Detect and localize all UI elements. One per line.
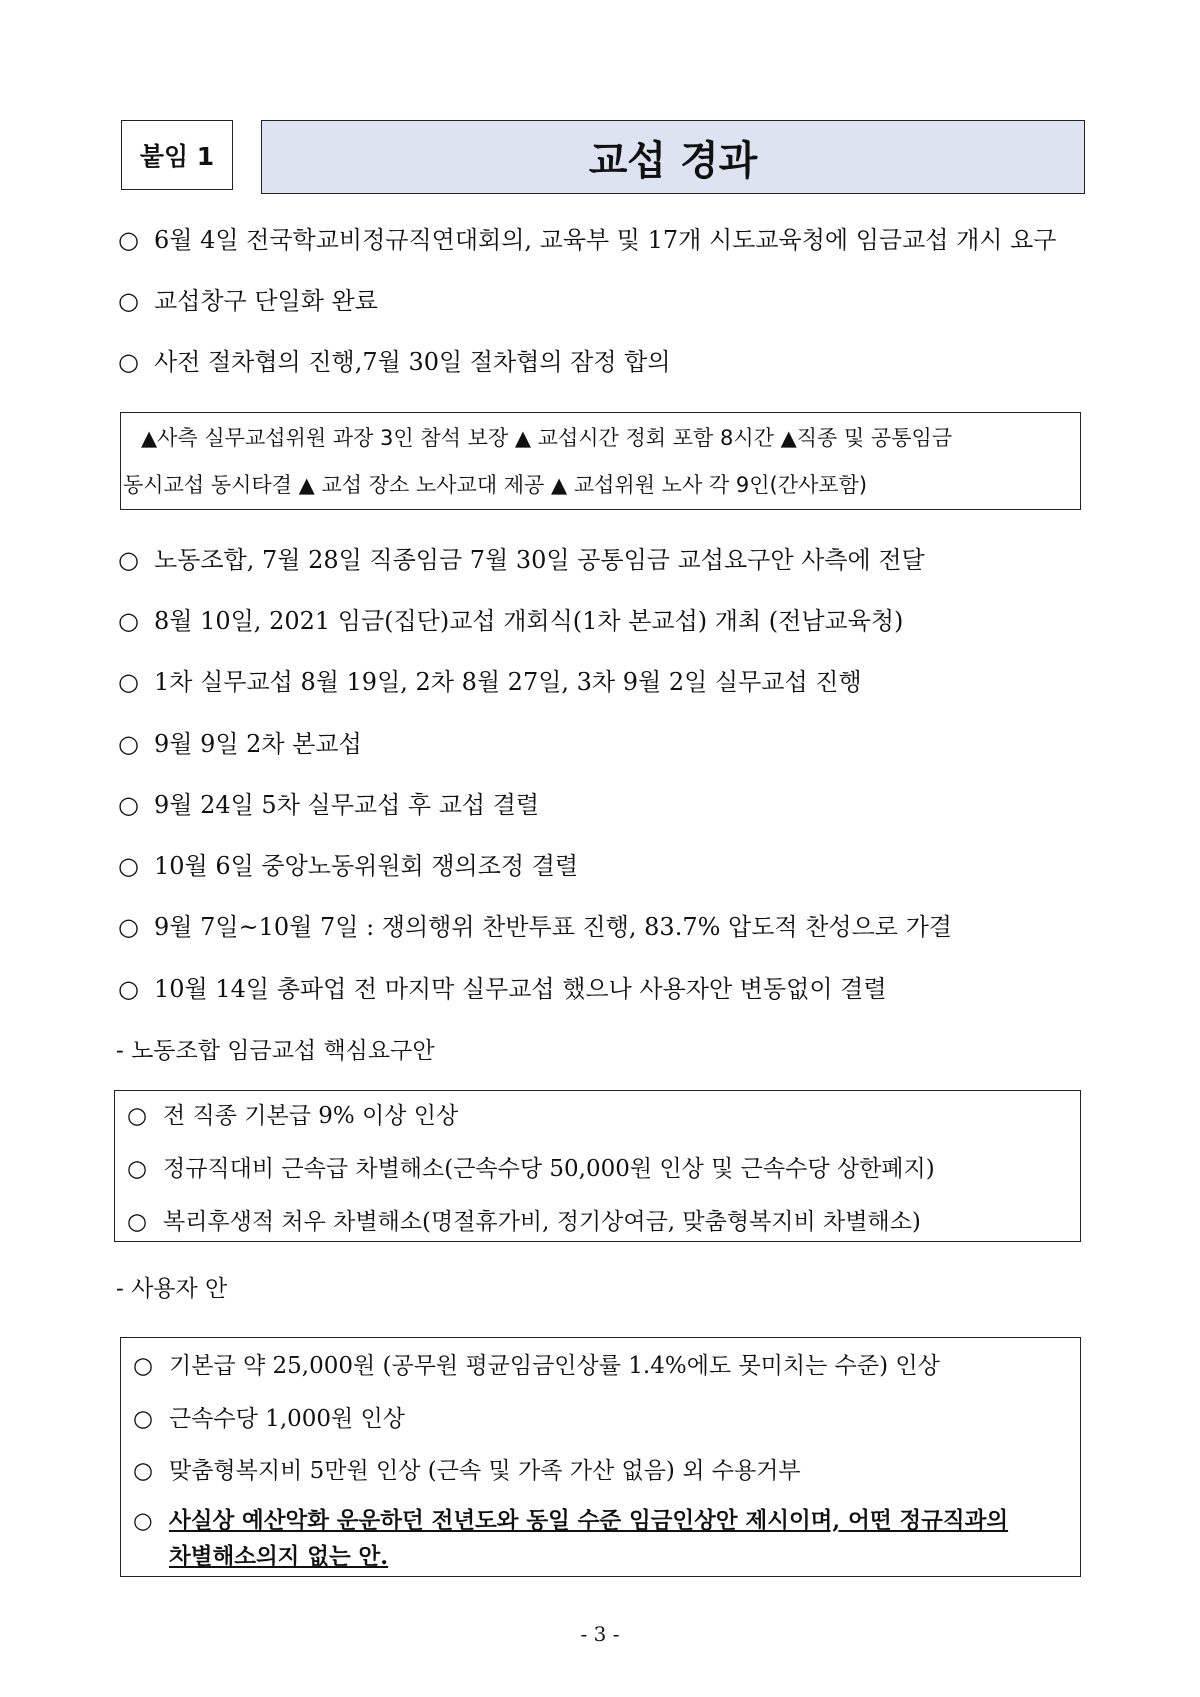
bullet-icon: ○	[133, 1353, 154, 1379]
timeline-item: ○ 8월 10일, 2021 임금(집단)교섭 개회식(1차 본교섭) 개최 (전남교육청)	[118, 607, 904, 635]
bullet-icon: ○	[133, 1508, 153, 1534]
timeline-item: ○ 10월 14일 총파업 전 마지막 실무교섭 했으나 사용자안 변동없이 결렬	[118, 975, 887, 1003]
bullet-icon: ○	[118, 791, 139, 819]
bullet-icon: ○	[127, 1209, 148, 1235]
timeline-item: ○ 10월 6일 중앙노동위원회 쟁의조정 결렬	[118, 852, 579, 880]
bullet-icon: ○	[118, 668, 139, 696]
bullet-icon: ○	[118, 607, 139, 635]
union-demand-item: ○ 전 직종 기본급 9% 이상 인상	[127, 1103, 459, 1129]
page-number: - 3 -	[580, 1622, 620, 1646]
timeline-item: ○ 9월 24일 5차 실무교섭 후 교섭 결렬	[118, 791, 540, 819]
employer-proposal-item: ○ 맞춤형복지비 5만원 인상 (근속 및 가족 가산 없음) 외 수용거부	[133, 1458, 801, 1484]
bullet-icon: ○	[118, 348, 139, 376]
timeline-item: ○ 교섭창구 단일화 완료	[118, 287, 378, 315]
bullet-icon: ○	[118, 730, 139, 758]
employer-critique-line: ○ 사실상 예산악화 운운하던 전년도와 동일 수준 임금인상안 제시이며, 어떤 정규직과의	[133, 1508, 1009, 1534]
bullet-icon: ○	[118, 546, 139, 574]
bullet-icon: ○	[118, 287, 139, 315]
bullet-icon: ○	[133, 1458, 154, 1484]
bullet-icon: ○	[118, 226, 139, 254]
bullet-icon: ○	[127, 1156, 148, 1182]
bullet-icon: ○	[118, 975, 139, 1003]
employer-critique-line: 차별해소의지 없는 안.	[169, 1544, 389, 1570]
union-demands-box	[114, 1090, 1081, 1242]
timeline-item: ○ 9월 9일 2차 본교섭	[118, 730, 362, 758]
attachment-label: 붙임 1	[121, 120, 233, 190]
union-demands-heading: - 노동조합 임금교섭 핵심요구안	[116, 1038, 435, 1064]
timeline-item: ○ 9월 7일~10월 7일 : 쟁의행위 찬반투표 진행, 83.7% 압도적 찬성으로 가결	[118, 913, 952, 941]
employer-proposal-heading: - 사용자 안	[116, 1276, 228, 1302]
timeline-item: ○ 6월 4일 전국학교비정규직연대회의, 교육부 및 17개 시도교육청에 임금교섭 개시 요구	[118, 226, 1057, 254]
employer-proposal-box	[120, 1337, 1081, 1577]
employer-proposal-item: ○ 근속수당 1,000원 인상	[133, 1406, 405, 1432]
timeline-item: ○ 사전 절차협의 진행,7월 30일 절차협의 잠정 합의	[118, 348, 671, 376]
timeline-item: ○ 1차 실무교섭 8월 19일, 2차 8월 27일, 3차 9월 2일 실무교섭 진행	[118, 668, 862, 696]
bullet-icon: ○	[133, 1406, 154, 1432]
agreement-line: ▲사측 실무교섭위원 과장 3인 참석 보장 ▲ 교섭시간 정회 포함 8시간 ▲직종 및 공통임금	[141, 426, 953, 450]
bullet-icon: ○	[118, 913, 139, 941]
bullet-icon: ○	[127, 1103, 148, 1129]
page-title: 교섭 경과	[261, 120, 1085, 194]
union-demand-item: ○ 정규직대비 근속급 차별해소(근속수당 50,000원 인상 및 근속수당 상한폐지)	[127, 1156, 935, 1182]
employer-proposal-item: ○ 기본급 약 25,000원 (공무원 평균임금인상률 1.4%에도 못미치는 수준) 인상	[133, 1353, 940, 1379]
agreement-box	[120, 412, 1081, 510]
agreement-line: 동시교섭 동시타결 ▲ 교섭 장소 노사교대 제공 ▲ 교섭위원 노사 각 9인(간사포함)	[123, 473, 868, 497]
timeline-item: ○ 노동조합, 7월 28일 직종임금 7월 30일 공통임금 교섭요구안 사측에 전달	[118, 546, 925, 574]
bullet-icon: ○	[118, 852, 139, 880]
union-demand-item: ○ 복리후생적 처우 차별해소(명절휴가비, 정기상여금, 맞춤형복지비 차별해소)	[127, 1209, 921, 1235]
